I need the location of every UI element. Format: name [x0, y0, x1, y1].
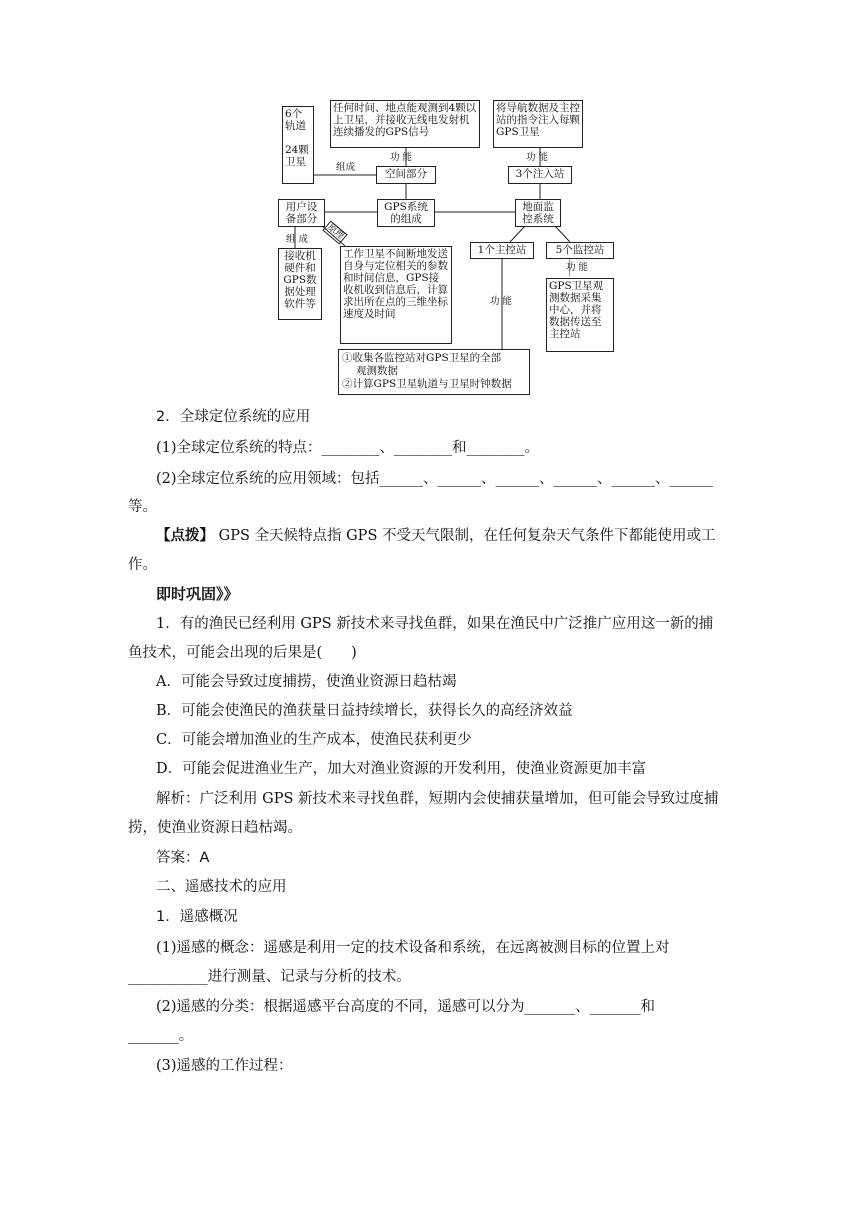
- subsection-overview: 1．遥感概况: [156, 909, 238, 925]
- orbit-label: 6个 轨道 24颗 卫星: [285, 108, 309, 168]
- monitor-function-box: GPS卫星观测数据采集中心，并将数据传送至主控站: [546, 278, 614, 352]
- analysis-paragraph-cont: 捞，使渔业资源日趋枯竭。: [128, 820, 302, 836]
- section-gps-application: 2．全球定位系统的应用: [156, 409, 311, 425]
- master-function-box: [338, 349, 530, 395]
- option-a: A．可能会导致过度捕捞，使渔业资源日趋枯竭: [156, 674, 457, 690]
- function-label-monitor: 功 能: [566, 262, 589, 273]
- remote-sensing-process: (3)遥感的工作过程：: [156, 1058, 293, 1074]
- remote-sensing-concept-cont: ___________进行测量、记录与分析的技术。: [128, 969, 411, 985]
- practice-heading: 即时巩固》》: [156, 585, 239, 603]
- answer-line: 答案：A: [156, 850, 210, 866]
- tip-paragraph-cont: 作。: [128, 557, 157, 573]
- inject-station-box: 3个注入站: [508, 166, 572, 184]
- remote-sensing-classes-cont: _______。: [128, 1028, 194, 1044]
- gps-fields-question: (2)全球定位系统的应用领域：包括______、______、______、______、______、______: [156, 471, 714, 487]
- inject-function-box: 将导航数据及主控站的指令注入每颗GPS卫星: [493, 100, 583, 148]
- monitor-station-box: 5个监控站: [546, 242, 614, 259]
- tip-paragraph: [156, 527, 732, 546]
- space-part-box: 空间部分: [376, 166, 436, 184]
- principle-label: 原理: [322, 220, 347, 244]
- tip-tag: 【点拨】: [156, 528, 214, 544]
- gps-fields-question-cont: 等。: [128, 499, 157, 515]
- gps-composition-diagram: [270, 96, 605, 398]
- analysis-paragraph: [156, 790, 732, 809]
- space-function-box: 任何时间、地点能观测到4颗以上卫星，并接收无线电发射机连续播发的GPS信号: [330, 100, 480, 148]
- master-function-item-2: ②计算GPS卫星轨道与卫星时钟数据: [342, 378, 512, 390]
- compose-label-space: 组成: [336, 162, 356, 173]
- ground-control-box: 地面监控系统: [515, 199, 561, 227]
- tip-text: GPS 全天候特点指 GPS 不受天气限制，在任何复杂天气条件下都能使用或工: [214, 528, 716, 544]
- function-label-space: 功 能: [390, 152, 413, 163]
- question-1-cont: 鱼技术，可能会出现的后果是( ): [128, 645, 357, 661]
- function-label-master: 功 能: [490, 296, 513, 307]
- principle-box: 工作卫星不间断地发送自身与定位相关的参数和时间信息，GPS接收机收到信息后，计算求出所在点的三维坐标速度及时间: [340, 246, 452, 344]
- master-station-box: 1个主控站: [470, 242, 534, 259]
- section-remote-sensing: 二、遥感技术的应用: [156, 879, 287, 895]
- remote-sensing-classes: (2)遥感的分类：根据遥感平台高度的不同，遥感可以分为_______、_______和: [156, 999, 656, 1015]
- gps-system-box: GPS系统的组成: [377, 199, 435, 227]
- user-device-box: 用户设备部分: [278, 199, 325, 227]
- receiver-box: 接收机硬件和GPS数据处理软件等: [278, 248, 322, 320]
- analysis-tag: 解析：: [156, 791, 200, 807]
- analysis-text: 广泛利用 GPS 新技术来寻找鱼群，短期内会使捕获量增加，但可能会导致过度捕: [199, 791, 719, 807]
- question-1: 1．有的渔民已经利用 GPS 新技术来寻找鱼群，如果在渔民中广泛推广应用这一新的捕: [156, 616, 714, 632]
- master-function-item-1: ①收集各监控站对GPS卫星的全部: [342, 352, 502, 364]
- function-label-inject: 功 能: [526, 152, 549, 163]
- orbit-satellite-box: [282, 106, 314, 184]
- option-d: D．可能会促进渔业生产，加大对渔业资源的开发利用，使渔业资源更加丰富: [156, 761, 647, 777]
- remote-sensing-concept: (1)遥感的概念：遥感是利用一定的技术设备和系统，在远离被测目标的位置上对: [156, 940, 670, 956]
- option-b: B．可能会使渔民的渔获量日益持续增长，获得长久的高经济效益: [156, 703, 573, 719]
- option-c: C．可能会增加渔业的生产成本，使渔民获利更少: [156, 732, 472, 748]
- master-function-item-1b: 观测数据: [356, 365, 398, 377]
- compose-label-user: 组 成: [286, 234, 309, 245]
- gps-features-question: (1)全球定位系统的特点：________、________和________。: [156, 440, 540, 456]
